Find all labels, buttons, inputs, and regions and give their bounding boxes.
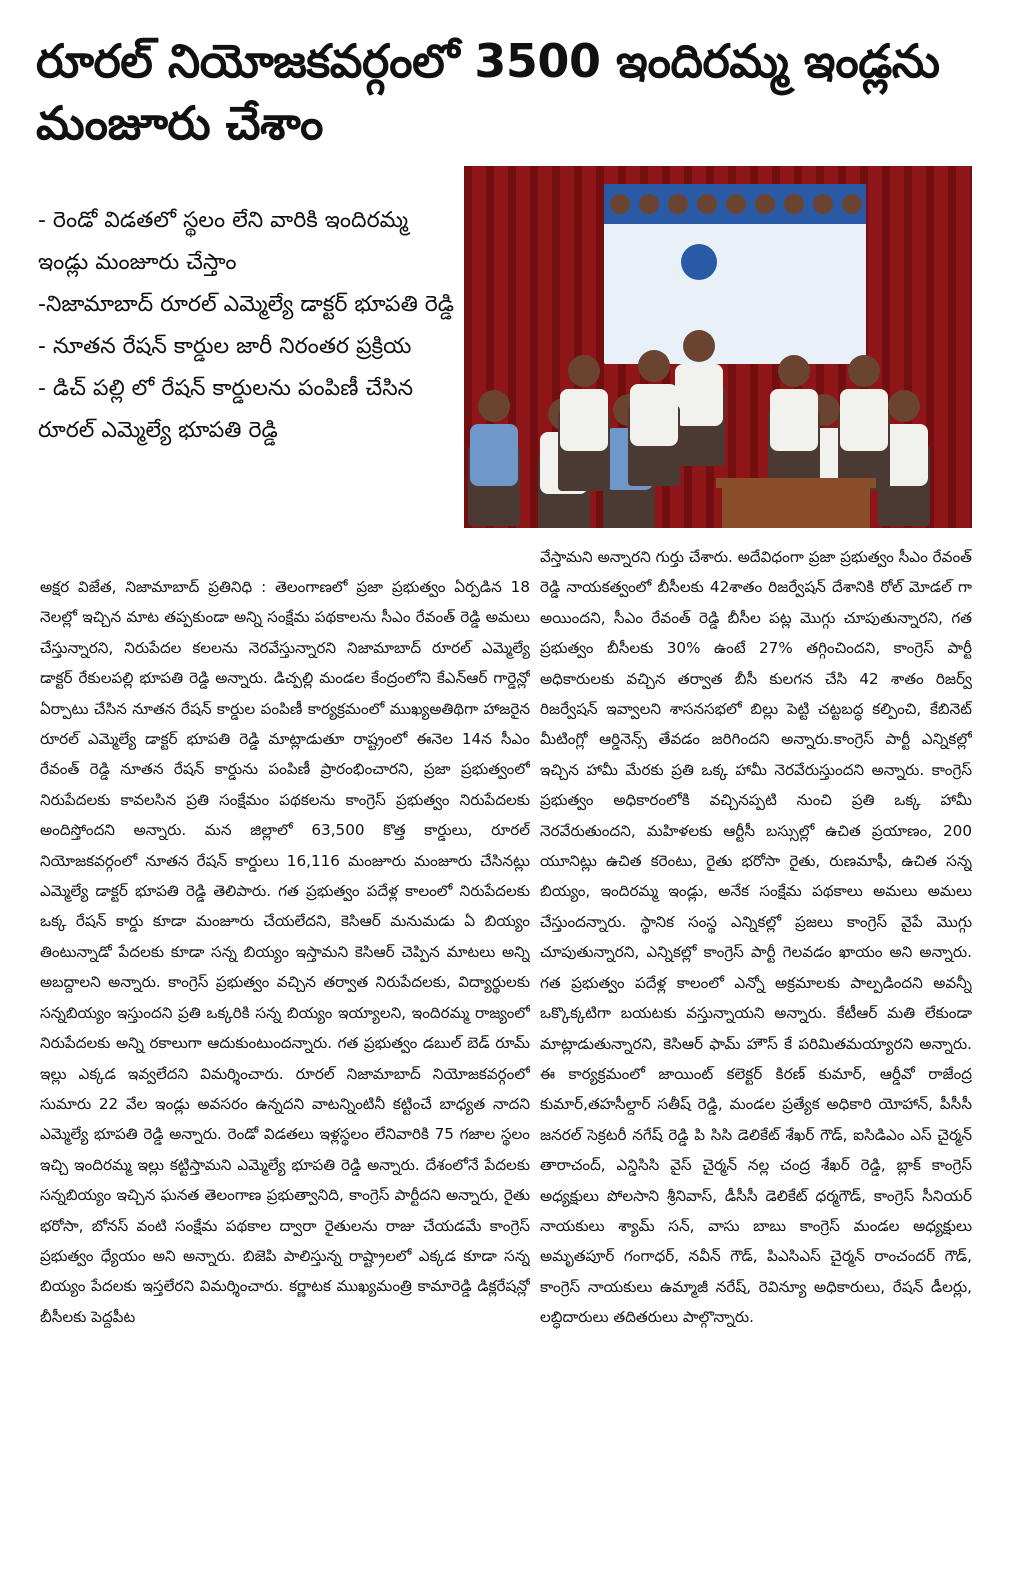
event-photo-illustration xyxy=(464,166,972,528)
subheading-bullets xyxy=(38,200,458,452)
headline: రూరల్ నియోజకవర్గంలో 3500 ఇందిరమ్మ ఇండ్లను మంజూరు చేశాం xyxy=(36,34,940,150)
event-photo xyxy=(464,166,972,528)
bullet-item: - డిచ్ పల్లి లో రేషన్ కార్డులను పంపిణీ చేసిన రూరల్ ఎమ్మెల్యే భూపతి రెడ్డి xyxy=(38,376,414,443)
bullet-item: - నూతన రేషన్ కార్డుల జారీ నిరంతర ప్రక్రియ xyxy=(38,334,412,359)
bullet-item: - రెండో విడతలో స్థలం లేని వారికి ఇందిరమ్మ ఇండ్లు మంజూరు చేస్తాం xyxy=(38,208,409,275)
bullet-item: -నిజామాబాద్ రూరల్ ఎమ్మెల్యే డాక్టర్ భూపతి రెడ్డి xyxy=(38,292,455,317)
article-column-right: వేస్తామని అన్నారని గుర్తు చేశారు. అదేవిధంగా ప్రజా ప్రభుత్వం సీఎం రేవంత్ రెడ్డి నాయకత్వంలో బీసీలకు 42శాతం రిజర్వేషన్ దేశానికి రోల్ మోడల్ గా అయిందని, సీఎం రేవంత్ రెడ్డి బీసీల పట్ల మొగ్గు చూపుతున్నారని, గత ప్రభుత్వం బీసీలకు 30% ఉంటే 27% తగ్గించిందని, కాంగ్రెస్ పార్టీ అధికారులకు వచ్చిన తర్వాత బీసీ కులగన చేసి 42 శాతం రిజర్వ్ రిజర్వేషన్ ఇవ్వాలని శాసనసభలో బిల్లు పెట్టి చట్టబద్ధ కల్పించి, కేబినెట్ మీటింగ్లో ఆర్డినెన్స్ తేవడం జరిగిందని అన్నారు.కాంగ్రెస్ పార్టీ ఎన్నికల్లో ఇచ్చిన హామీ మేరకు ప్రతి ఒక్క హామీ నెరవేరుస్తుందని అన్నారు. కాంగ్రెస్ ప్రభుత్వం అధికారంలోకి వచ్చినప్పటి నుంచి ప్రతి ఒక్క హామీ నెరవేరుతుందని, మహిళలకు ఆర్టీసీ బస్సుల్లో ఉచిత ప్రయాణం, 200 యూనిట్లు ఉచిత కరెంటు, రైతు భరోసా రైతు, రుణమాఫీ, ఉచిత సన్న బియ్యం, ఇందిరమ్మ ఇండ్లు, అనేక సంక్షేమ పథకాలు అమలు అమలు చేస్తుందన్నారు. స్థానిక సంస్థ ఎన్నికల్లో ప్రజలు కాంగ్రెస్ వైపే మొగ్గు చూపుతున్నారని, ఎన్నికల్లో కాంగ్రెస్ పార్టీ గెలవడం ఖాయం అని అన్నారు. గత ప్రభుత్వం పదేళ్ల కాలంలో ఎన్నో అక్రమాలకు పాల్పడిందని అవన్నీ ఒక్కొక్కటిగా బయటకు వస్తున్నాయని అన్నారు. కేటీఆర్ మతి లేకుండా మాట్లాడుతున్నారని, కెసిఆర్ ఫామ్ హౌస్ కే పరిమితమయ్యారని అన్నారు. ఈ కార్యక్రమంలో జాయింట్ కలెక్టర్ కిరణ్ కుమార్, ఆర్డీవో రాజేంద్ర కుమార్,తహసీల్దార్ సతీష్ రెడ్డి, మండల ప్రత్యేక అధికారి యోహాన్, పీసీసీ జనరల్ సెక్రటరీ నగేష్ రెడ్డి పి సిసి డెలికేట్ శేఖర్ గౌడ్, ఐసిడిఎం ఎస్ చైర్మన్ తారాచంద్, ఎన్డిసిసి వైస్ చైర్మన్ నల్ల చంద్ర శేఖర్ రెడ్డి, బ్లాక్ కాంగ్రెస్ అధ్యక్షులు పోలసాని శ్రీనివాస్, డీసీసీ డెలికేట్ ధర్మగౌడ్, కాంగ్రెస్ సీనియర్ నాయకులు శ్యామ్ సన్, వాసు బాబు కాంగ్రెస్ మండల అధ్యక్షులు అమృతపూర్ గంగాధర్, నవీన్ గౌడ్, పిఎసిఎస్ చైర్మన్ రాంచందర్ గౌడ్, కాంగ్రెస్ నాయకులు ఉమ్మాజీ నరేష్, రెవిన్యూ అధికారులు, రేషన్ డీలర్లు, లబ్ధిదారులు తదితరులు పాల్గొన్నారు. xyxy=(540,548,972,1327)
article-column-left: అక్షర విజేత, నిజామాబాద్ ప్రతినిధి : తెలంగాణలో ప్రజా ప్రభుత్వం ఏర్పడిన 18 నెలల్లో ఇచ్చిన మాట తప్పకుండా అన్ని సంక్షేమ పథకాలను సీఎం రేవంత్ రెడ్డి అమలు చేస్తున్నారని, నిరుపేదల కలలను నెరవేస్తున్నారని నిజామాబాద్ రూరల్ ఎమ్మెల్యే డాక్టర్ రేకులపల్లి భూపతి రెడ్డి అన్నారు. డిచ్పల్లి మండల కేంద్రంలోని కేఎన్ఆర్ గార్డెన్లో ఏర్పాటు చేసిన నూతన రేషన్ కార్డుల పంపిణీ కార్యక్రమంలో ముఖ్యఅతిథిగా హాజరైన రూరల్ ఎమ్మెల్యే డాక్టర్ భూపతి రెడ్డి మాట్లాడుతూ రాష్ట్రంలో ఈనెల 14న సీఎం రేవంత్ రెడ్డి నూతన రేషన్ కార్డును పంపిణీ ప్రారంభించారని, ప్రజా ప్రభుత్వంలో నిరుపేదలకు కావలసిన ప్రతి సంక్షేమం పథకలను కాంగ్రెస్ ప్రభుత్వం నిరుపేదలకు అందిస్తోందని అన్నారు. మన జిల్లాలో 63,500 కొత్త కార్డులు, రూరల్ నియోజకవర్గంలో నూతన రేషన్ కార్డులు 16,116 మంజూరు మంజూరు చేసినట్లు ఎమ్మెల్యే డాక్టర్ భూపతి రెడ్డి తెలిపారు. గత ప్రభుత్వం పదేళ్ల కాలంలో నిరుపేదలకు ఒక్క రేషన్ కార్డు కూడా మంజూరు చేయలేదని, కెసిఆర్ మనుమడు ఏ బియ్యం తింటున్నాడో పేదలకు కూడా సన్న బియ్యం ఇస్తామని కెసిఆర్ చెప్పిన మాటలు అన్ని అబద్దాలని అన్నారు. కాంగ్రెస్ ప్రభుత్వం వచ్చిన తర్వాత నిరుపేదలకు, విద్యార్థులకు సన్నబియ్యం ఇస్తుందని ప్రతి ఒక్కరికి సన్న బియ్యం ఇయ్యాలని, ఇందిరమ్మ రాజ్యంలో నిరుపేదలకు అన్ని రకాలుగా ఆదుకుంటుందన్నారు. గత ప్రభుత్వం డబుల్ బెడ్ రూమ్ ఇల్లు ఎక్కడ ఇవ్వలేదని విమర్శించారు. రూరల్ నిజామాబాద్ నియోజకవర్గంలో సుమారు 22 వేల ఇండ్లు అవసరం ఉన్నదని వాటన్నింటినీ కట్టించే బాధ్యత నాదని ఎమ్మెల్యే భూపతి రెడ్డి అన్నారు. రెండో విడతలు ఇళ్లస్థలం లేనివారికి 75 గజాల స్థలం ఇచ్చి ఇందిరమ్మ ఇల్లు కట్టిస్తామని ఎమ్మెల్యే భూపతి రెడ్డి అన్నారు. దేశంలోనే పేదలకు సన్నబియ్యం ఇచ్చిన ఘనత తెలంగాణ ప్రభుత్వానిది, కాంగ్రెస్ పార్టీదని అన్నారు, రైతు భరోసా, బోనస్ వంటి సంక్షేమ పథకాల ద్వారా రైతులను రాజు చేయడమే కాంగ్రెస్ ప్రభుత్వం ధ్యేయం అని అన్నారు. బిజెపి పాలిస్తున్న రాష్ట్రాలలో ఎక్కడ కూడా సన్న బియ్యం పేదలకు ఇస్తలేరని విమర్శించారు. కర్ణాటక ముఖ్యమంత్రి కామారెడ్డి డిక్లరేషన్లో బీసీలకు పెద్దపీట xyxy=(40,578,530,1326)
